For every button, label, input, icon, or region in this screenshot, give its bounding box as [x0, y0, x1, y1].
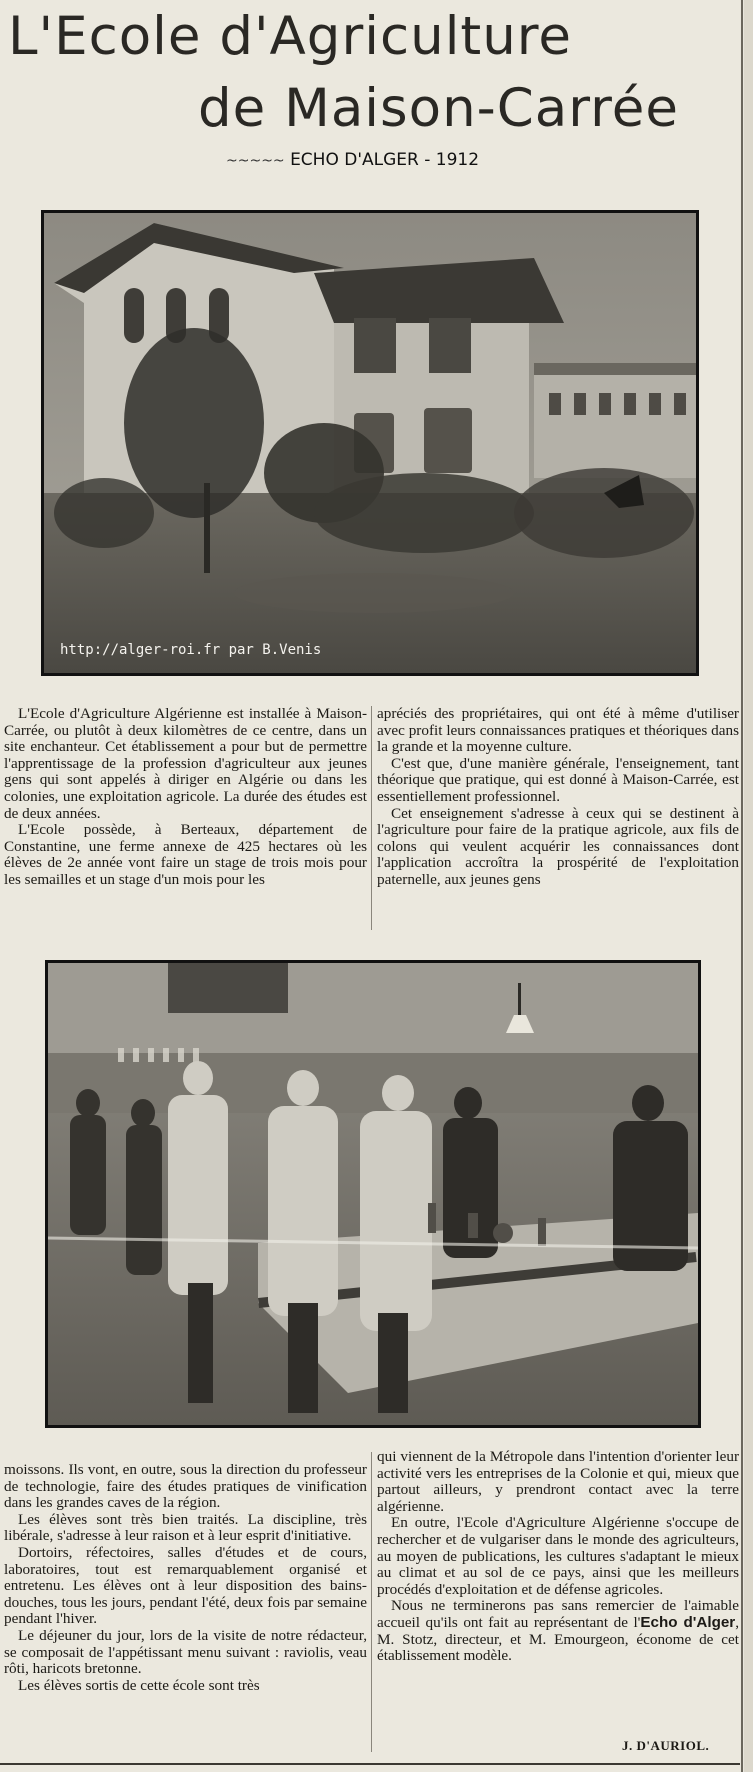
paragraph: Le déjeuner du jour, lors de la visite de notre rédacteur, se composait de l'appétissant menu suivant : raviolis, veau rôti, haricots bretonne. — [4, 1626, 367, 1678]
closing-text-start: Nous ne terminerons pas sans remercier de l'aimable accueil qu'ils ont fait au représentant de l' — [377, 1597, 739, 1631]
article-column-3 — [4, 1462, 367, 1694]
paragraph: En outre, l'Ecole d'Agriculture Algérienne s'occupe de rechercher et de vulgariser dans le monde des agriculteurs, au moyen de publications, les cultures s'adaptant le mieux au climat et au sol de ce pays, ainsi que les meilleurs procédés d'exploitation et de défense agricoles. — [377, 1514, 739, 1598]
laboratory-illustration — [48, 963, 698, 1425]
source-text: ECHO D'ALGER - 1912 — [290, 150, 480, 170]
school-building-photo — [41, 210, 699, 676]
paragraph: L'Ecole d'Agriculture Algérienne est installée à Maison-Carrée, ou plutôt à deux kilomètres de ce centre, dans un site enchanteur. Cet établissement a pour but de permettre l'apprentissage de la profession d'agriculteur aux jeunes gens qui sont appelés à diriger en Algérie ou dans les colonies, une exploitation agricole. La durée des études est de deux années. — [4, 705, 367, 822]
paragraph: Cet enseignement s'adresse à ceux qui se destinent à l'agriculture pour faire de la pratique agricole, aux fils de colons qui veulent acquérir les connaissances dont l'application accroîtra la prospérité de l'exploitation paternelle, aux jeunes gens — [377, 804, 739, 888]
paragraph: Dortoirs, réfectoires, salles d'études et de cours, laboratoires, tout est remarquablement organisé et entretenu. Les élèves ont à leur disposition des bains-douches, tous les jours, pendant l'été, deux fois par semaine pendant l'hiver. — [4, 1543, 367, 1628]
adjacent-column-edge — [744, 0, 753, 1772]
paragraph: Les élèves sortis de cette école sont très — [18, 1676, 260, 1694]
school-building-illustration — [44, 213, 696, 673]
column-divider — [371, 706, 372, 930]
page-edge-rule — [741, 0, 743, 1772]
paragraph: apréciés des propriétaires, qui ont été à même d'utiliser avec profit leurs connaissances pratiques et théoriques dans la grande et la moyenne culture. — [377, 705, 739, 756]
column-divider — [371, 1452, 372, 1752]
photo-credit: http://alger-roi.fr par B.Venis — [60, 642, 322, 658]
headline-line-2: de Maison-Carrée — [198, 78, 679, 139]
source-label — [226, 150, 479, 170]
paragraph: L'Ecole possède, à Berteaux, département de Constantine, une ferme annexe de 425 hectares où les élèves de 2e année vont faire un stage de trois mois pour les semailles et un stage d'un mois pour les — [4, 821, 367, 888]
paragraph: C'est que, d'une manière générale, l'enseignement, tant théorique que pratique, qui est donné à Maison-Carrée, est essentiellement professionnel. — [377, 754, 739, 805]
article-column-4 — [377, 1449, 739, 1665]
paragraph: qui viennent de la Métropole dans l'intention d'orienter leur activité vers les entreprises de la Colonie et qui, mieux que partout ailleurs, y prendront contact avec la terre algérienne. — [377, 1448, 739, 1515]
closing-paragraph — [377, 1598, 739, 1664]
laboratory-photo — [45, 960, 701, 1428]
bottom-rule — [0, 1763, 740, 1765]
article-column-2 — [377, 706, 739, 889]
squiggle-decoration: ~~~~~ — [226, 153, 285, 169]
author-signature: J. D'AURIOL. — [622, 1738, 710, 1753]
closing-text-end: , M. Stotz, directeur, et M. Emourgeon, économe de cet établissement modèle. — [377, 1613, 740, 1665]
headline-line-1: L'Ecole d'Agriculture — [8, 6, 573, 67]
article-column-1 — [4, 706, 367, 889]
paragraph: Les élèves sont très bien traités. La discipline, très libérale, s'adresse à leur raison et à leur esprit d'initiative. — [4, 1510, 367, 1545]
paragraph: moissons. Ils vont, en outre, sous la direction du professeur de technologie, faire des études pratiques de vinification dans les grandes caves de la région. — [4, 1461, 367, 1512]
newspaper-name: Echo d'Alger — [640, 1613, 736, 1631]
